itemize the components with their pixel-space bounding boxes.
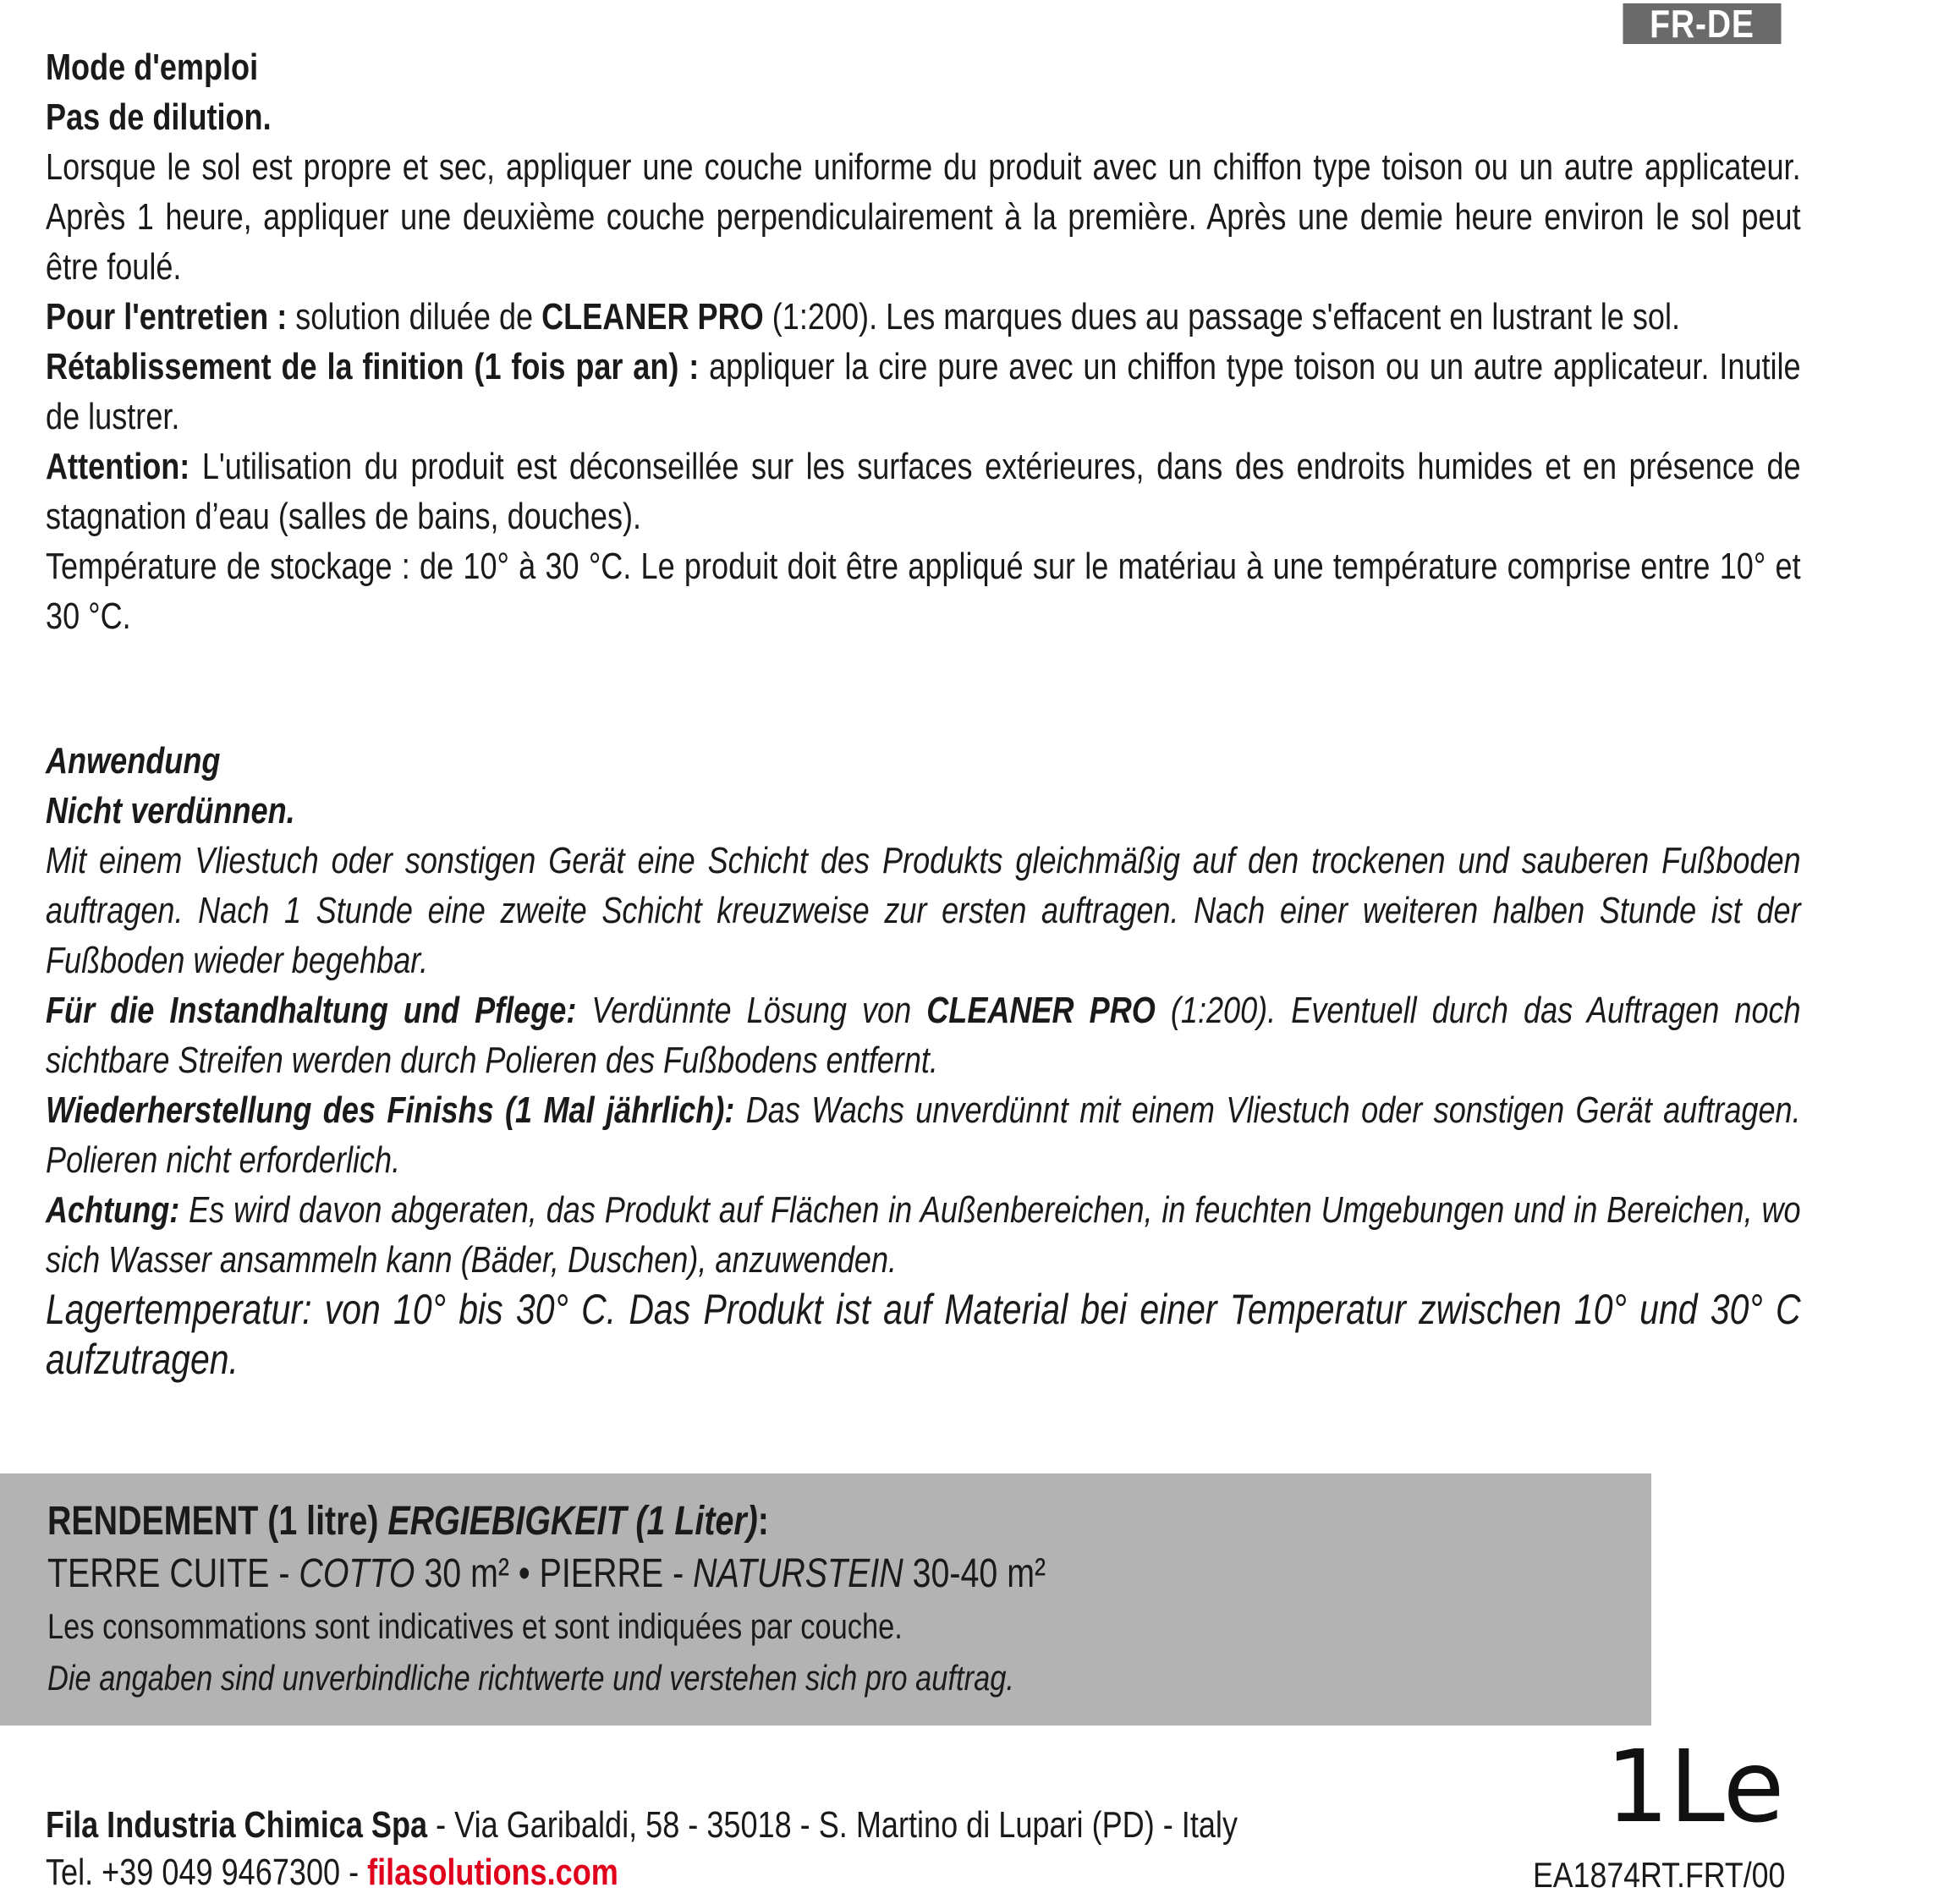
fr-storage: Température de stockage : de 10° à 30 °C. Le produit doit être appliqué sur le matériau à une température comprise entre 10° et 30 °C. — [46, 546, 1801, 637]
yield-note-fr: Les consommations sont indicatives et sont indiquées par couche. — [47, 1606, 903, 1646]
product-code: EA1874RT.FRT/00 — [1533, 1855, 1786, 1895]
yield-coverage — [47, 1548, 1046, 1600]
fr-attention-text: L'utilisation du produit est déconseillée sur les surfaces extérieures, dans des endroits humides et en présence de stagnation d’eau (salles de bains, douches). — [46, 446, 1801, 537]
yield-cotto-label: COTTO — [299, 1551, 415, 1596]
de-storage: Lagertemperatur: von 10° bis 30° C. Das Produkt ist auf Material bei einer Temperatur zwischen 10° und 30° C aufzutragen. — [46, 1286, 1801, 1383]
de-maint-product: CLEANER PRO — [926, 990, 1156, 1031]
yield-note-de: Die angaben sind unverbindliche richtwerte und verstehen sich pro auftrag. — [47, 1658, 1014, 1698]
de-maint-text-a: Verdünnte Lösung von — [576, 990, 927, 1031]
fr-maint-product: CLEANER PRO — [541, 296, 764, 337]
de-maint-label: Für die Instandhaltung und Pflege: — [46, 990, 577, 1031]
volume-mark: 1Le — [1606, 1728, 1785, 1845]
yield-title-de: ERGIEBIGKEIT (1 Liter) — [387, 1499, 758, 1544]
yield-title-fr: RENDEMENT (1 litre) — [47, 1499, 388, 1544]
fr-restore-text: appliquer la cire pure avec un chiffon type toison ou un autre applicateur. Inutile de lustrer. — [46, 346, 1801, 437]
yield-content — [47, 1495, 1046, 1704]
company-name: Fila Industria Chimica Spa — [46, 1804, 428, 1846]
company-address: - Via Garibaldi, 58 - 35018 - S. Martino di Lupari (PD) - Italy — [427, 1804, 1238, 1846]
company-website-link[interactable]: filasolutions.com — [367, 1852, 618, 1893]
fr-maint-label: Pour l'entretien : — [46, 296, 288, 337]
de-restore — [46, 1085, 1801, 1185]
fr-attention — [46, 442, 1801, 541]
de-restore-label: Wiederherstellung des Finishs (1 Mal jährlich): — [46, 1089, 735, 1131]
yield-terracotta-label: TERRE CUITE - — [47, 1551, 299, 1596]
german-instructions — [46, 736, 1801, 1385]
de-subheading: Nicht verdünnen. — [46, 790, 295, 831]
yield-stone-value: 30-40 m² — [903, 1551, 1046, 1596]
de-attention-label: Achtung: — [46, 1189, 180, 1231]
fr-maintenance — [46, 292, 1801, 342]
fr-maint-text-a: solution diluée de — [287, 296, 542, 337]
de-maint-text-b: (1:200). Eventuell durch das Auftragen noch sichtbare Streifen werden durch Polieren des Fußbodens entfernt. — [46, 990, 1801, 1081]
yield-naturstein-label: NATURSTEIN — [693, 1551, 903, 1596]
de-attention — [46, 1185, 1801, 1285]
yield-box — [0, 1473, 1651, 1726]
company-address-line — [46, 1802, 1238, 1849]
fr-subheading: Pas de dilution. — [46, 96, 272, 138]
language-tag: FR-DE — [1623, 3, 1782, 44]
yield-title-colon: : — [757, 1499, 769, 1544]
yield-stone-label: 30 m² • PIERRE - — [415, 1551, 694, 1596]
fr-restore-label: Rétablissement de la finition (1 fois par an) : — [46, 346, 700, 387]
fr-intro: Lorsque le sol est propre et sec, appliquer une couche uniforme du produit avec un chiffon type toison ou un autre applicateur. Après 1 heure, appliquer une deuxième couche perpendiculairement à la première. Après une demie heure environ le sol peut être foulé. — [46, 146, 1801, 288]
fr-maint-text-b: (1:200). Les marques dues au passage s'effacent en lustrant le sol. — [763, 296, 1680, 337]
de-restore-text: Das Wachs unverdünnt mit einem Vliestuch oder sonstigen Gerät auftragen. Polieren nicht erforderlich. — [46, 1089, 1801, 1181]
fr-heading: Mode d'emploi — [46, 47, 259, 88]
de-intro: Mit einem Vliestuch oder sonstigen Gerät eine Schicht des Produkts gleichmäßig auf den trockenen und sauberen Fußboden auftragen. Nach 1 Stunde eine zweite Schicht kreuzweise zur ersten auftragen. Nach einer weiteren halben Stunde ist der Fußboden wieder begehbar. — [46, 840, 1801, 981]
fr-restore — [46, 342, 1801, 442]
company-footer — [46, 1802, 1238, 1896]
de-maintenance — [46, 985, 1801, 1085]
de-heading: Anwendung — [46, 740, 221, 782]
fr-attention-label: Attention: — [46, 446, 190, 487]
company-phone: Tel. +39 049 9467300 - — [46, 1852, 368, 1893]
company-contact-line — [46, 1849, 1238, 1896]
yield-title — [47, 1495, 1046, 1548]
french-instructions — [46, 42, 1801, 641]
de-attention-text: Es wird davon abgeraten, das Produkt auf Flächen in Außenbereichen, in feuchten Umgebungen und in Bereichen, wo sich Wasser ansammeln kann (Bäder, Duschen), anzuwenden. — [46, 1189, 1801, 1281]
